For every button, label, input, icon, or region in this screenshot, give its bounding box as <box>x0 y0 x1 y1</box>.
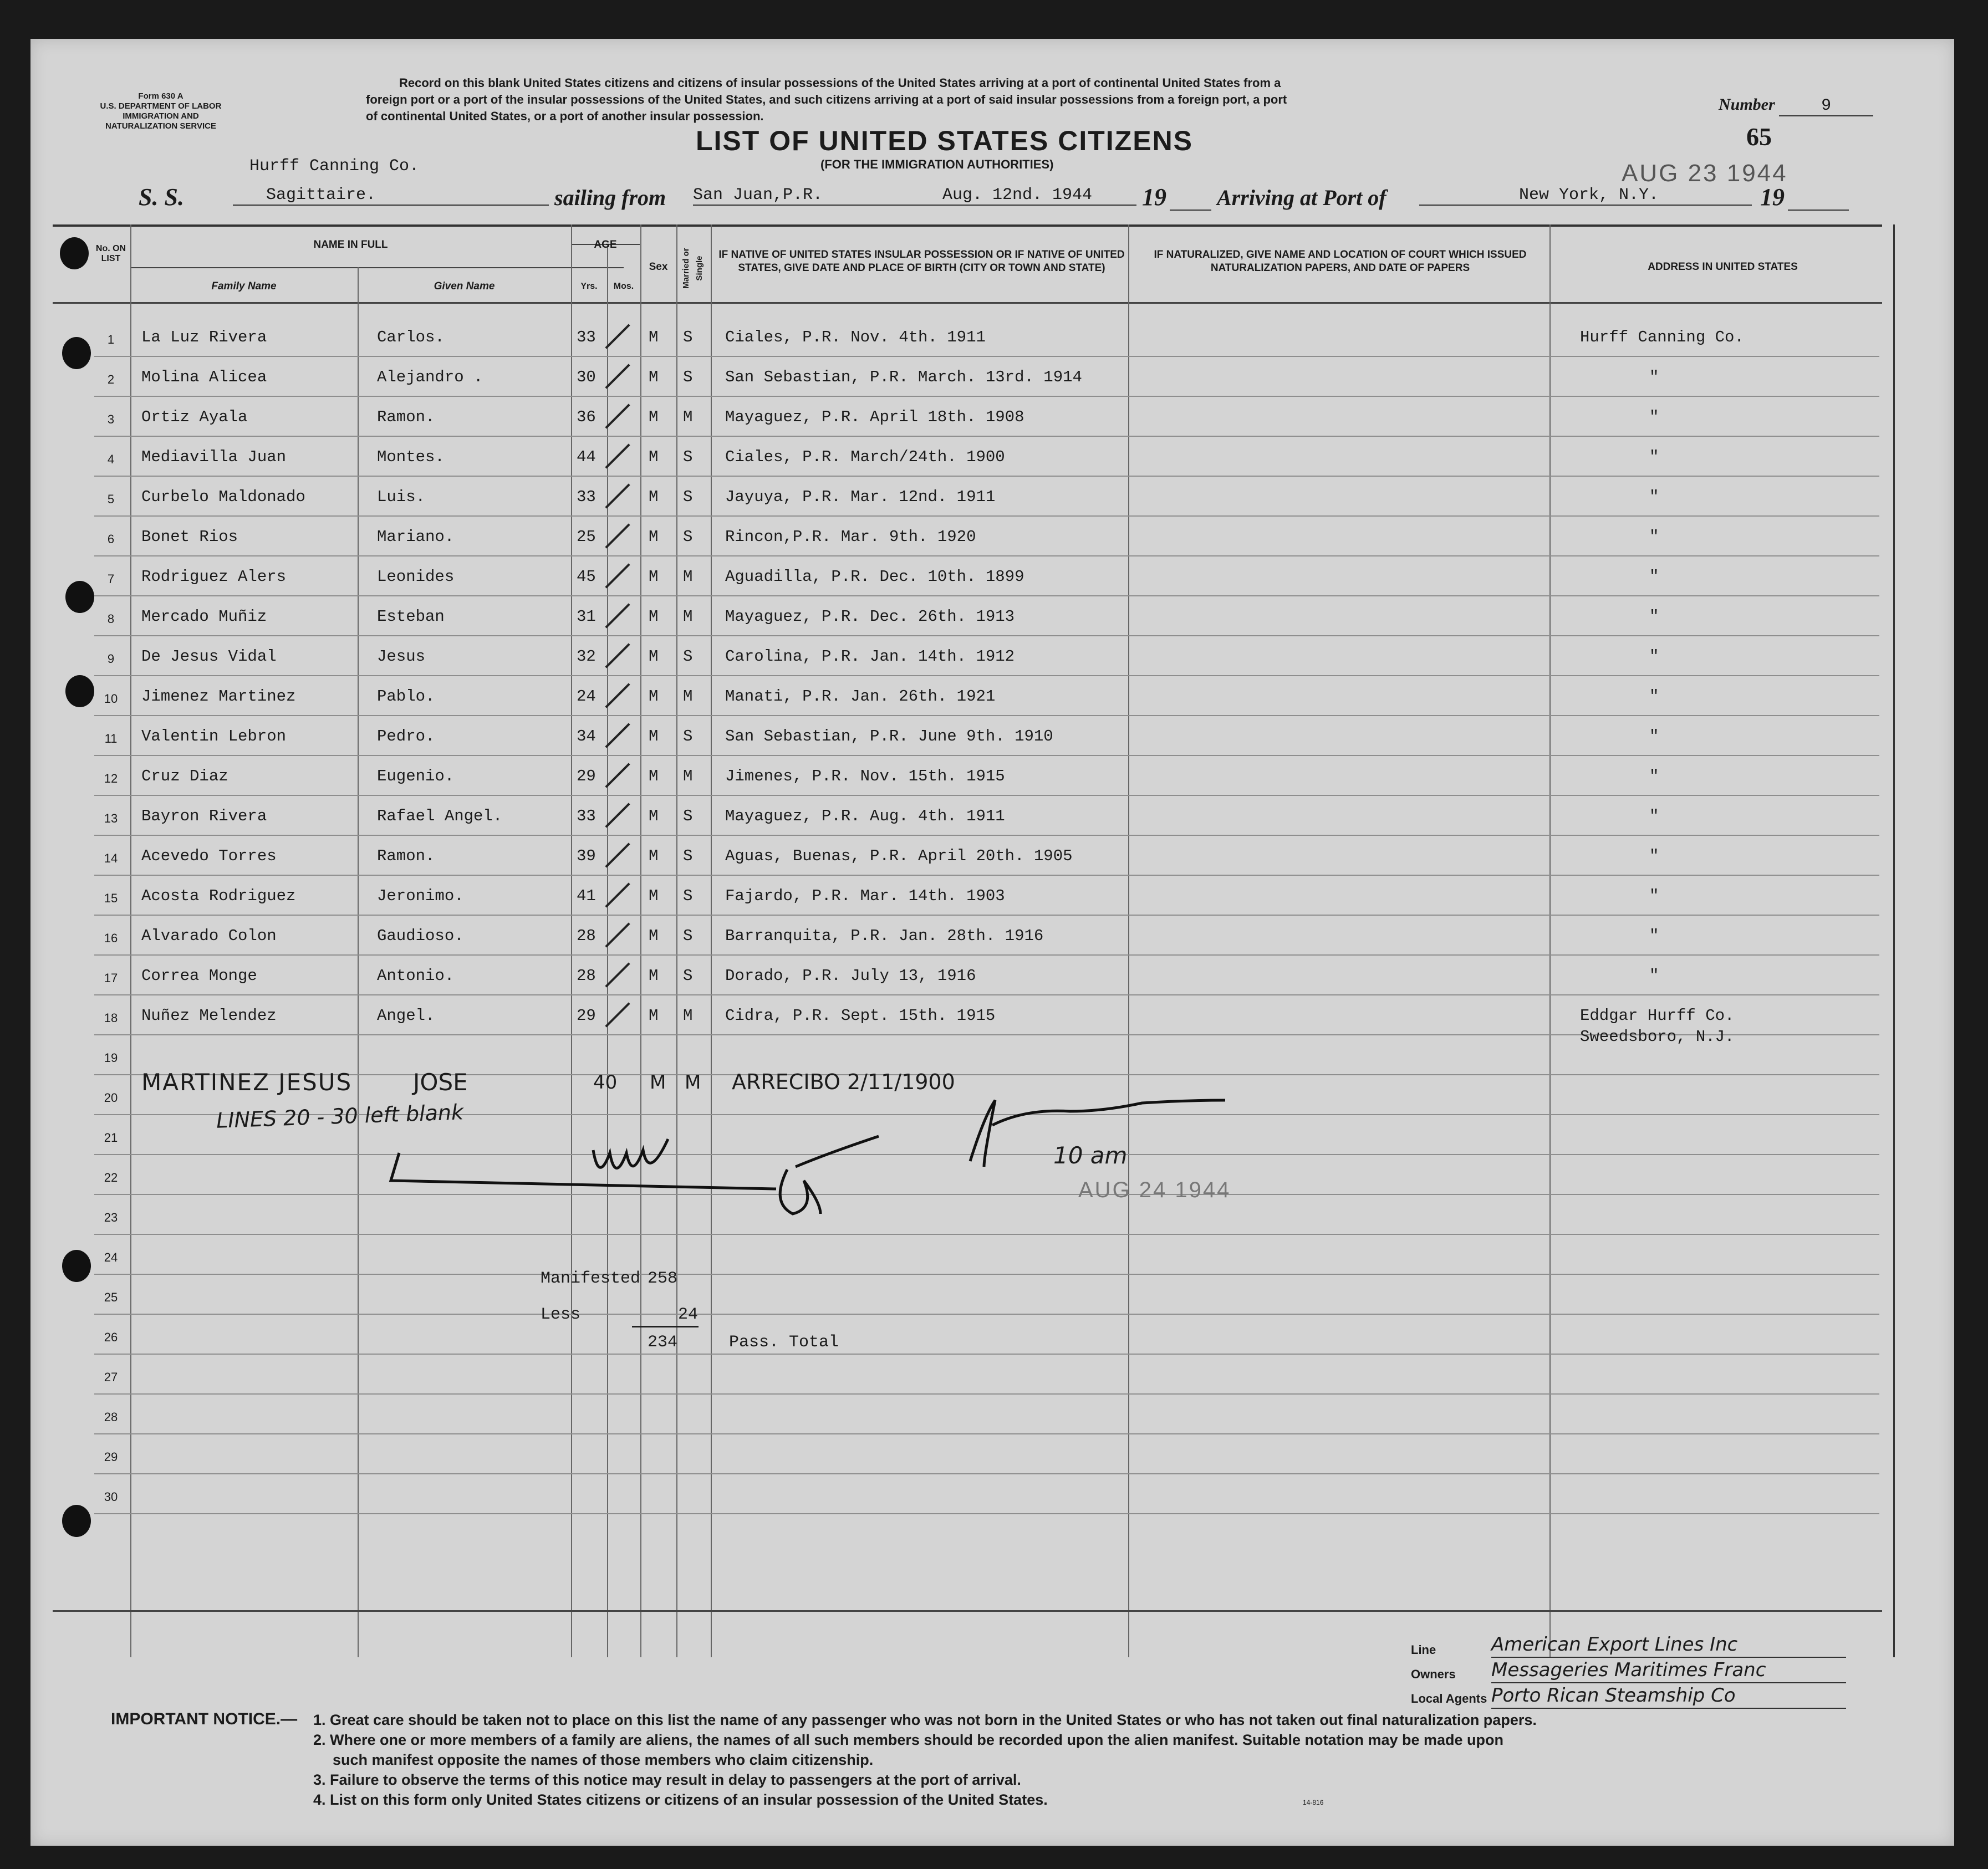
header-name-in-full: NAME IN FULL <box>313 239 388 251</box>
line-number: 7 <box>107 572 115 586</box>
birth-place-date: Fajardo, P.R. Mar. 14th. 1903 <box>725 887 1005 905</box>
address: " <box>1649 727 1659 745</box>
lines-blank-note: LINES 20 - 30 left blank <box>216 1100 464 1133</box>
given-name: Luis. <box>377 488 426 506</box>
marital-status: M <box>683 408 693 426</box>
sex: M <box>649 847 659 865</box>
header-yrs: Yrs. <box>580 282 598 291</box>
given-name: Jeronimo. <box>377 887 464 905</box>
line-number: 17 <box>104 971 118 985</box>
row-rule <box>94 715 1879 716</box>
line-number: 28 <box>104 1410 118 1424</box>
header-birth: IF NATIVE OF UNITED STATES INSULAR POSSESSION OR IF NATIVE OF UNITED STATES, GIVE DATE AND PLACE OF BIRTH (CITY OR TOWN AND STATE) <box>718 249 1125 274</box>
notice-2b: such manifest opposite the names of those members who claim citizenship. <box>333 1751 874 1768</box>
row-rule <box>94 1314 1879 1315</box>
sex: M <box>649 727 659 745</box>
line-number: 23 <box>104 1211 118 1224</box>
row-rule <box>94 476 1879 477</box>
marital-status: M <box>683 767 693 785</box>
sex: M <box>649 528 659 546</box>
marital-status: S <box>683 967 693 985</box>
row-rule <box>94 1513 1879 1514</box>
birth-place-date: Barranquita, P.R. Jan. 28th. 1916 <box>725 927 1044 945</box>
marital-status: S <box>683 887 693 905</box>
address: " <box>1649 687 1659 706</box>
line-number: 18 <box>104 1011 118 1025</box>
form-code: 14-816 <box>1303 1799 1324 1806</box>
punch-hole <box>65 581 94 613</box>
given-name: Esteban <box>377 607 445 626</box>
birth-place-date: Ciales, P.R. March/24th. 1900 <box>725 448 1005 466</box>
sex: M <box>649 488 659 506</box>
family-name: Correa Monge <box>141 967 257 985</box>
header-no-on-list: No. ON LIST <box>95 244 126 263</box>
given-name: Mariano. <box>377 528 455 546</box>
row19-given-name: JOSE <box>413 1069 468 1096</box>
line-number: 8 <box>107 612 115 626</box>
given-name: Rafael Angel. <box>377 807 503 825</box>
age-years: 44 <box>577 448 596 466</box>
sex: M <box>649 647 659 666</box>
birth-place-date: San Sebastian, P.R. March. 13rd. 1914 <box>725 368 1082 386</box>
header-bottom-rule <box>53 302 1882 304</box>
ss-label: S. S. <box>139 183 184 211</box>
header-naturalized: IF NATURALIZED, GIVE NAME AND LOCATION OF COURT WHICH ISSUED NATURALIZATION PAPERS, AND DATE OF PAPERS <box>1154 249 1527 274</box>
punch-hole <box>60 237 89 269</box>
family-name: Molina Alicea <box>141 368 267 386</box>
line-number: 9 <box>107 652 115 666</box>
row19-family-name: MARTINEZ JESUS <box>141 1069 353 1096</box>
row-rule <box>94 675 1879 676</box>
time-note: 10 am <box>1053 1142 1128 1169</box>
year-prefix-2: 19 <box>1760 183 1785 211</box>
age-years: 29 <box>577 767 596 785</box>
given-name: Alejandro . <box>377 368 483 386</box>
less-label: Less <box>541 1305 581 1324</box>
family-name: Curbelo Maldonado <box>141 488 305 506</box>
row-rule <box>94 875 1879 876</box>
given-name: Ramon. <box>377 408 435 426</box>
family-name: Valentin Lebron <box>141 727 287 745</box>
family-name: La Luz Rivera <box>141 328 267 346</box>
line-number: 20 <box>104 1091 118 1105</box>
marital-status: S <box>683 328 693 346</box>
punch-hole <box>62 1250 91 1282</box>
row-rule <box>94 515 1879 517</box>
family-name: Rodriguez Alers <box>141 568 287 586</box>
row-rule <box>94 835 1879 836</box>
notice-3: 3. Failure to observe the terms of this notice may result in delay to passengers at the port of arrival. <box>313 1771 1021 1788</box>
sailing-date: Aug. 12nd. 1944 <box>942 186 1136 206</box>
address: Hurff Canning Co. <box>1580 328 1744 346</box>
year-prefix: 19 <box>1142 183 1166 211</box>
intro-text: Record on this blank United States citizens and citizens of insular possessions of the United States arriving at a port of continental United States from a foreign port or a port of the insular possessions of the United States, and such citizens arriving at a port of said insular possessions from a foreign port, a port of continental United States, or a port of another insular possession. <box>366 76 1287 123</box>
line-number: 11 <box>104 732 118 745</box>
age-years: 31 <box>577 607 596 626</box>
header-given-name: Given Name <box>434 280 495 292</box>
family-name: Jimenez Martinez <box>141 687 296 706</box>
header-sex: Sex <box>649 261 668 273</box>
line-number: 24 <box>104 1250 118 1264</box>
birth-place-date: Dorado, P.R. July 13, 1916 <box>725 967 976 985</box>
age-years: 33 <box>577 328 596 346</box>
marital-status: S <box>683 727 693 745</box>
sailing-from: San Juan,P.R. <box>693 186 942 206</box>
line-number: 26 <box>104 1330 118 1344</box>
notice-2a: 2. Where one or more members of a family are aliens, the names of all such members should be recorded upon the alien manifest. Suitable notation may be made upon <box>313 1732 1504 1748</box>
age-years: 39 <box>577 847 596 865</box>
age-years: 32 <box>577 647 596 666</box>
row-rule <box>94 1274 1879 1275</box>
column-rule <box>676 224 677 1657</box>
line-number: 6 <box>107 532 115 546</box>
marital-status: M <box>683 1007 693 1025</box>
birth-place-date: Cidra, P.R. Sept. 15th. 1915 <box>725 1007 996 1025</box>
ship-name: Sagittaire. <box>233 186 549 206</box>
page-number: 65 <box>1746 122 1772 151</box>
birth-place-date: Mayaguez, P.R. Dec. 26th. 1913 <box>725 607 1015 626</box>
line-number: 1 <box>107 333 115 346</box>
given-name: Carlos. <box>377 328 445 346</box>
address: " <box>1649 448 1659 466</box>
row-rule <box>94 396 1879 397</box>
line-number: 12 <box>104 772 118 785</box>
family-name: Nuñez Melendez <box>141 1007 277 1025</box>
line-number: 13 <box>104 811 118 825</box>
notice-4: 4. List on this form only United States citizens or citizens of an insular possession of the United States. <box>313 1791 1048 1808</box>
age-years: 36 <box>577 408 596 426</box>
family-name: Alvarado Colon <box>141 927 277 945</box>
row19-birth: ARRECIBO 2/11/1900 <box>732 1070 955 1094</box>
sex: M <box>649 807 659 825</box>
family-name: Mediavilla Juan <box>141 448 287 466</box>
row-rule <box>94 436 1879 437</box>
less-value: 24 <box>678 1305 699 1324</box>
line-label: Line <box>1411 1643 1436 1657</box>
address: " <box>1649 408 1659 426</box>
birth-place-date: San Sebastian, P.R. June 9th. 1910 <box>725 727 1053 745</box>
sex: M <box>649 927 659 945</box>
age-years: 24 <box>577 687 596 706</box>
arrival-date-stamp: AUG 23 1944 <box>1622 160 1788 187</box>
blank-line <box>1788 210 1849 211</box>
second-date-stamp: AUG 24 1944 <box>1078 1178 1231 1202</box>
total-value: 234 <box>648 1333 678 1352</box>
sex: M <box>649 408 659 426</box>
address: " <box>1649 607 1659 626</box>
marital-status: S <box>683 927 693 945</box>
row-rule <box>94 555 1879 556</box>
given-name: Montes. <box>377 448 445 466</box>
important-notice-heading: IMPORTANT NOTICE.— <box>111 1710 298 1728</box>
row19-sex: M <box>650 1071 666 1094</box>
given-name: Gaudioso. <box>377 927 464 945</box>
row-rule <box>94 1234 1879 1235</box>
given-name: Eugenio. <box>377 767 455 785</box>
arriving-label: Arriving at Port of <box>1217 185 1386 210</box>
row-rule <box>94 1074 1879 1075</box>
family-name: Acevedo Torres <box>141 847 277 865</box>
birth-place-date: Rincon,P.R. Mar. 9th. 1920 <box>725 528 976 546</box>
age-years: 33 <box>577 488 596 506</box>
line-value: American Export Lines Inc <box>1491 1632 1846 1658</box>
company-note: Hurff Canning Co. <box>249 157 420 176</box>
age-years: 28 <box>577 927 596 945</box>
sum-rule <box>632 1326 699 1327</box>
given-name: Antonio. <box>377 967 455 985</box>
marital-status: S <box>683 448 693 466</box>
row-rule <box>94 595 1879 596</box>
line-number: 22 <box>104 1171 118 1184</box>
line-number: 3 <box>107 412 115 426</box>
row-rule <box>94 795 1879 796</box>
header-age: AGE <box>594 239 617 251</box>
marital-status: M <box>683 568 693 586</box>
header-mos: Mos. <box>613 282 634 291</box>
row19-marital: M <box>685 1071 701 1094</box>
age-years: 29 <box>577 1007 596 1025</box>
punch-hole <box>65 675 94 707</box>
row19-age: 40 <box>593 1071 618 1094</box>
column-rule <box>1893 224 1895 1657</box>
line-number: 29 <box>104 1450 118 1464</box>
line-number: 19 <box>104 1051 118 1065</box>
row-rule <box>94 1433 1879 1434</box>
agents-value: Porto Rican Steamship Co <box>1491 1683 1846 1709</box>
number-label: Number 9 <box>1719 95 1873 116</box>
age-years: 45 <box>577 568 596 586</box>
address: " <box>1649 568 1659 586</box>
given-name: Ramon. <box>377 847 435 865</box>
notice-1: 1. Great care should be taken not to place on this list the name of any passenger who was not born in the United States or who has not taken out final naturalization papers. <box>313 1712 1537 1728</box>
address: " <box>1649 807 1659 825</box>
total-label: Pass. Total <box>729 1333 839 1352</box>
header-family-name: Family Name <box>211 280 277 292</box>
manifested-value: 258 <box>648 1269 678 1288</box>
sex: M <box>649 1007 659 1025</box>
birth-place-date: Manati, P.R. Jan. 26th. 1921 <box>725 687 996 706</box>
sex: M <box>649 967 659 985</box>
given-name: Angel. <box>377 1007 435 1025</box>
marital-status: S <box>683 488 693 506</box>
sex: M <box>649 767 659 785</box>
birth-place-date: Mayaguez, P.R. Aug. 4th. 1911 <box>725 807 1005 825</box>
row-rule <box>94 994 1879 995</box>
page-title: LIST OF UNITED STATES CITIZENS <box>696 125 1194 156</box>
given-name: Leonides <box>377 568 455 586</box>
address: " <box>1649 847 1659 865</box>
number-value: 9 <box>1779 96 1873 116</box>
row-rule <box>94 954 1879 956</box>
form-identifier: Form 630 A U.S. DEPARTMENT OF LABOR IMMIGRATION AND NATURALIZATION SERVICE <box>100 91 222 131</box>
address: " <box>1649 647 1659 666</box>
marital-status: S <box>683 647 693 666</box>
birth-place-date: Aguas, Buenas, P.R. April 20th. 1905 <box>725 847 1073 865</box>
family-name: Ortiz Ayala <box>141 408 248 426</box>
address: " <box>1649 528 1659 546</box>
line-number: 21 <box>104 1131 118 1145</box>
address: " <box>1649 488 1659 506</box>
sex: M <box>649 687 659 706</box>
header-married-single: Married or Single <box>681 248 704 289</box>
line-number: 16 <box>104 931 118 945</box>
birth-place-date: Jayuya, P.R. Mar. 12nd. 1911 <box>725 488 996 506</box>
family-name: Bayron Rivera <box>141 807 267 825</box>
owners-label: Owners <box>1411 1667 1456 1681</box>
given-name: Jesus <box>377 647 426 666</box>
row-rule <box>94 915 1879 916</box>
family-name: Bonet Rios <box>141 528 238 546</box>
carrier-values <box>1491 1632 1846 1709</box>
line-number: 27 <box>104 1370 118 1384</box>
row-rule <box>94 1473 1879 1474</box>
line-number: 14 <box>104 851 118 865</box>
line-number: 4 <box>107 452 115 466</box>
birth-place-date: Mayaguez, P.R. April 18th. 1908 <box>725 408 1024 426</box>
blank-line <box>1170 210 1211 211</box>
row-rule <box>94 635 1879 636</box>
sex: M <box>649 607 659 626</box>
age-years: 34 <box>577 727 596 745</box>
address-line-2: Sweedsboro, N.J. <box>1580 1028 1735 1046</box>
row-rule <box>94 356 1879 357</box>
carrier-labels <box>1411 1638 1487 1711</box>
marital-status: M <box>683 607 693 626</box>
address: " <box>1649 967 1659 985</box>
name-subheader-rule <box>130 267 624 268</box>
column-rule <box>711 224 712 1657</box>
row-rule <box>94 1354 1879 1355</box>
sex: M <box>649 887 659 905</box>
address: " <box>1649 887 1659 905</box>
header-address: ADDRESS IN UNITED STATES <box>1648 261 1798 273</box>
handwritten-signatures <box>388 1097 1303 1225</box>
marital-status: S <box>683 528 693 546</box>
sailing-label: sailing from <box>554 185 666 210</box>
column-rule <box>1128 224 1129 1657</box>
age-years: 30 <box>577 368 596 386</box>
line-number: 5 <box>107 492 115 506</box>
birth-place-date: Jimenes, P.R. Nov. 15th. 1915 <box>725 767 1005 785</box>
line-number: 10 <box>104 692 118 706</box>
arriving-port: New York, N.Y. <box>1419 186 1752 206</box>
column-rule <box>130 224 131 1657</box>
sex: M <box>649 448 659 466</box>
column-rule <box>640 224 641 1657</box>
owners-value: Messageries Maritimes Franc <box>1491 1658 1846 1683</box>
family-name: Mercado Muñiz <box>141 607 267 626</box>
sex: M <box>649 328 659 346</box>
given-name: Pablo. <box>377 687 435 706</box>
table-top-rule <box>53 224 1882 227</box>
sex: M <box>649 368 659 386</box>
address: Eddgar Hurff Co. <box>1580 1007 1735 1025</box>
age-years: 41 <box>577 887 596 905</box>
address: " <box>1649 927 1659 945</box>
manifested-label: Manifested <box>541 1269 641 1288</box>
column-rule <box>571 224 572 1657</box>
row-rule <box>94 755 1879 756</box>
line-number: 30 <box>104 1490 118 1504</box>
marital-status: S <box>683 368 693 386</box>
line-number: 15 <box>104 891 118 905</box>
column-rule <box>1549 224 1551 1657</box>
birth-place-date: Aguadilla, P.R. Dec. 10th. 1899 <box>725 568 1024 586</box>
address: " <box>1649 368 1659 386</box>
given-name: Pedro. <box>377 727 435 745</box>
age-years: 25 <box>577 528 596 546</box>
punch-hole <box>62 1505 91 1537</box>
marital-status: M <box>683 687 693 706</box>
birth-place-date: Ciales, P.R. Nov. 4th. 1911 <box>725 328 986 346</box>
line-number: 25 <box>104 1290 118 1304</box>
family-name: Acosta Rodriguez <box>141 887 296 905</box>
page-subtitle: (FOR THE IMMIGRATION AUTHORITIES) <box>820 157 1054 171</box>
marital-status: S <box>683 847 693 865</box>
column-rule <box>607 244 608 1657</box>
punch-hole <box>62 337 91 369</box>
birth-place-date: Carolina, P.R. Jan. 14th. 1912 <box>725 647 1015 666</box>
address: " <box>1649 767 1659 785</box>
family-name: Cruz Diaz <box>141 767 228 785</box>
agents-label: Local Agents <box>1411 1692 1487 1705</box>
row-rule <box>94 1393 1879 1395</box>
age-years: 33 <box>577 807 596 825</box>
line-number: 2 <box>107 372 115 386</box>
family-name: De Jesus Vidal <box>141 647 277 666</box>
marital-status: S <box>683 807 693 825</box>
age-years: 28 <box>577 967 596 985</box>
footer-rule <box>53 1610 1882 1612</box>
sex: M <box>649 568 659 586</box>
